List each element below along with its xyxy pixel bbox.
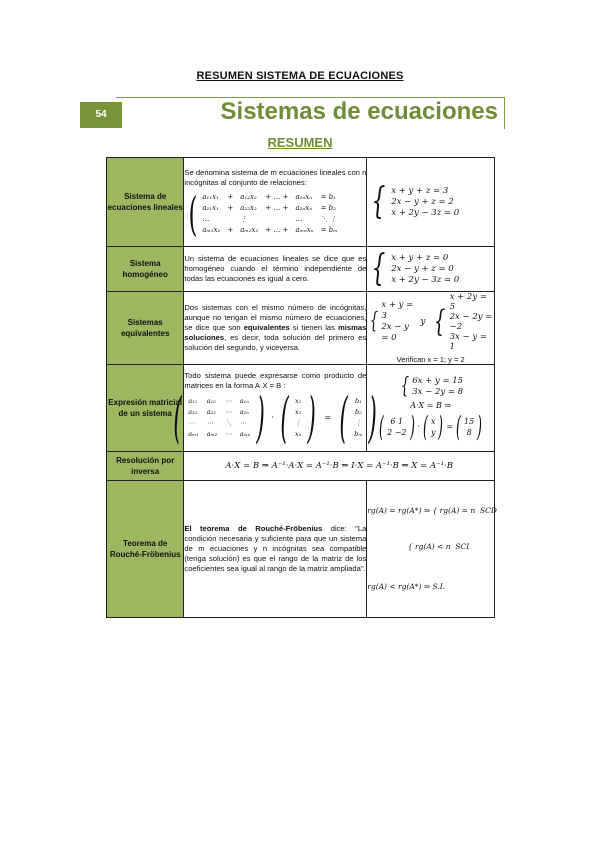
row-example <box>367 292 495 365</box>
matrix-cell <box>265 214 288 224</box>
matrix-cell: = b₂ <box>320 204 336 212</box>
row-description <box>184 158 367 247</box>
matrix-cell: ⋮ <box>240 215 248 223</box>
table-row <box>107 292 495 365</box>
row-label: Sistema homogéneo <box>107 247 184 292</box>
general-system-matrix <box>184 186 366 241</box>
equation: 2x − y + z = 0 <box>391 263 454 274</box>
matrix-cell: a₂ₙxₙ <box>295 204 313 212</box>
vector-cell: b₂ <box>354 408 362 416</box>
description-text: dice: "La condición necesaria y suficiente para que un sistema de m ecuaciones y n incógnitas sea compatible (tenga solución) es que el rango de la matriz de los coeficientes sea igual al rango de la matriz ampliada". <box>184 524 367 573</box>
equation: 6x + y = 15 <box>412 375 464 386</box>
vector-cell: xₙ <box>295 430 302 438</box>
vector-cell: ⋮ <box>294 419 302 427</box>
matrix-cell: a₁₂ <box>206 397 216 405</box>
vector-cell: x₂ <box>295 408 302 416</box>
matrix-cell: a₁ₙ <box>239 397 249 405</box>
brace-icon: { <box>433 304 445 339</box>
description-text: Dos sistemas con el mismo número de incógnitas, aunque no tengan el mismo número de ecuaciones, se dice que son <box>184 303 367 332</box>
matrix-cell: ⋱ ⋮ <box>320 215 337 223</box>
implication: A·X = B ⇒ <box>410 400 452 410</box>
right-paren: ) <box>368 386 378 449</box>
description-text: , es decir, toda solución del primero es solución del segundo, y viceversa. <box>184 333 367 352</box>
equation: 2x − 2y = −2 <box>449 312 493 332</box>
keyword: El teorema de Rouché-Fröbenius <box>184 524 323 533</box>
matrix-row: 6 1 <box>390 416 404 426</box>
matrix-cell: + … + <box>265 204 289 212</box>
matrix-row: 8 <box>466 427 472 437</box>
equation: x + 2y = 5 <box>449 292 487 312</box>
matrix-cell: a₁₁x₁ <box>202 193 219 201</box>
matrix-cell: a₂₁x₁ <box>202 204 219 212</box>
summary-table <box>106 157 495 618</box>
row-example <box>367 365 495 452</box>
row-example <box>367 247 495 292</box>
row-label: Sistema de ecuaciones lineales <box>107 158 184 247</box>
table-row <box>107 481 495 618</box>
matrix-cell: ⋯ <box>225 408 232 416</box>
equation: x + y = 3 <box>381 300 414 321</box>
matrix-cell: + … + <box>265 226 289 234</box>
matrix-equation: ( a₁₁ a₁₂ ⋯ a₁ₙ a₂₁ a₂₂ ⋯ a₂ₙ ⋯ ⋯ ⋱ ⋯ aₘ₁ aₘ₂ ⋯ aₘₙ ) · ( x₁ x₂ ⋮ xₙ ) = ( b₁ b₂ ⋮ bₘ ) <box>173 386 378 449</box>
example-system <box>367 181 494 222</box>
left-paren: ( <box>173 386 182 449</box>
table-row <box>107 365 495 452</box>
equation: 3x − y = 1 <box>449 332 487 352</box>
vector-cell: x₁ <box>295 397 302 405</box>
matrix-cell: a₂ₙ <box>239 408 249 416</box>
description-text: Se denomina sistema de m ecuaciones lineales con n incógnitas al conjunto de relaciones: <box>184 167 367 187</box>
matrix-cell: a₁ₙxₙ <box>295 193 313 201</box>
matrix-cell: = bₘ <box>320 226 338 234</box>
matrix-cell: ⋱ <box>225 419 232 427</box>
matrix-cell: aₘ₁x₁ <box>202 226 221 234</box>
matrix-cell: a₂₂ <box>206 408 216 416</box>
page-number: 54 <box>80 102 122 128</box>
section-banner <box>80 97 504 130</box>
example-system <box>367 373 494 399</box>
case-line: { rg(A) < n SCI <box>367 542 470 551</box>
row-description: Un sistema de ecuaciones lineales se dice que es homogéneo cuando el término independiente de todas las ecuaciones es igual a cero. <box>184 247 367 292</box>
matrix-cell: aₘ₂ <box>206 430 218 438</box>
equation: x + 2y − 3z = 0 <box>391 207 460 218</box>
keyword: equivalentes <box>243 323 290 332</box>
matrix-cell: + <box>227 226 234 234</box>
system-grid <box>202 192 337 235</box>
matrix-cell: aₘₙ <box>239 430 251 438</box>
row-label: Sistemas equivalentes <box>107 292 184 365</box>
row-label: Teorema de Rouché-Fröbenius <box>107 481 184 618</box>
document-title: RESUMEN SISTEMA DE ECUACIONES <box>196 70 404 82</box>
equation: 2x − y + z = 2 <box>391 196 454 207</box>
matrix-cell: + <box>227 193 234 201</box>
matrix-cell <box>227 214 233 224</box>
matrix-row: 2 −2 <box>387 427 407 437</box>
matrix-cell: ⋯ <box>225 397 232 405</box>
case-line: rg(A) = rg(A*) ⇒ { rg(A) = n SCD <box>367 506 497 515</box>
keyword: mismas soluciones <box>184 323 367 342</box>
matrix-cell: … <box>295 215 303 223</box>
left-paren: ( <box>280 386 289 449</box>
row-example <box>367 481 495 618</box>
matrix-cell: aₘ₁ <box>188 430 199 438</box>
matrix-cell: ⋯ <box>225 430 232 438</box>
row-example <box>367 158 495 247</box>
matrix-row: x <box>430 416 436 426</box>
table-row <box>107 247 495 292</box>
example-system-right <box>430 292 494 352</box>
equation: 3x − 2y = 8 <box>412 386 464 397</box>
brace-icon: { <box>371 181 386 222</box>
vector-cell: ⋮ <box>355 419 362 427</box>
left-paren: ( <box>339 386 348 449</box>
coefficient-matrix <box>188 396 250 440</box>
row-description <box>173 365 378 452</box>
matrix-row: 15 <box>464 416 475 426</box>
description-text: si tienen las <box>289 323 339 332</box>
case-line: rg(A) < rg(A*) ⇒ S.I. <box>367 582 446 591</box>
connector: y <box>420 317 426 327</box>
summary-heading: RESUMEN <box>267 135 333 150</box>
matrix-cell: a₁₁ <box>188 397 198 405</box>
matrix-cell: a₁₂x₂ <box>240 193 257 201</box>
table-row <box>107 452 495 481</box>
example-system-left <box>367 300 416 344</box>
inverse-formula: A·X = B ⇒ A⁻¹·A·X = A⁻¹·B ⇒ I·X = A⁻¹·B ⇒ X = A⁻¹·B <box>184 452 495 481</box>
matrix-cell: a₂₁ <box>188 408 198 416</box>
equation: x + y + z = 0 <box>391 252 449 263</box>
equation: x + 2y − 3z = 0 <box>391 274 460 285</box>
equation: x + y + z = 3 <box>391 185 449 196</box>
constants-vector <box>354 396 362 440</box>
brace-icon: { <box>371 248 386 289</box>
right-paren: ) <box>256 386 265 449</box>
example-note: Verifican x = 1; y = 2 <box>396 355 465 364</box>
description-text: Todo sistema puede expresarse como producto de matrices en la forma A·X = B : <box>184 371 367 390</box>
section-title: Sistemas de ecuaciones <box>220 98 498 125</box>
row-label: Expresión matricial de un sistema <box>107 365 184 452</box>
matrix-cell: a₂₂x₂ <box>240 204 257 212</box>
matrix-cell: aₘ₂x₂ <box>240 226 259 234</box>
table-row <box>107 158 495 247</box>
row-description <box>184 292 367 365</box>
left-paren: ( <box>188 186 198 241</box>
matrix-cell: aₘₙxₙ <box>295 226 314 234</box>
right-paren: ) <box>307 386 317 449</box>
brace-icon: { <box>401 373 410 399</box>
matrix-cell: = b₁ <box>320 193 336 201</box>
brace-icon: { <box>370 309 379 334</box>
matrix-cell: … <box>202 215 210 223</box>
matrix-row: y <box>430 427 436 437</box>
matrix-cell: + … + <box>265 193 289 201</box>
matrix-cell: + <box>227 204 234 212</box>
matrix-cell: ⋯ <box>239 419 247 427</box>
equation: 2x − y = 0 <box>381 322 409 343</box>
vector-cell: bₘ <box>354 430 363 438</box>
row-description <box>184 481 367 618</box>
unknowns-vector <box>295 396 302 440</box>
example-matrix-equation: ( 6 1 2 −2 ) · ( x y ) = ( 15 8 ) <box>379 409 483 443</box>
example-system <box>367 248 494 289</box>
matrix-cell: ⋯ <box>188 419 195 427</box>
vector-cell: b₁ <box>354 397 362 405</box>
matrix-cell: ⋯ <box>206 419 214 427</box>
row-label: Resolución por inversa <box>107 452 184 481</box>
